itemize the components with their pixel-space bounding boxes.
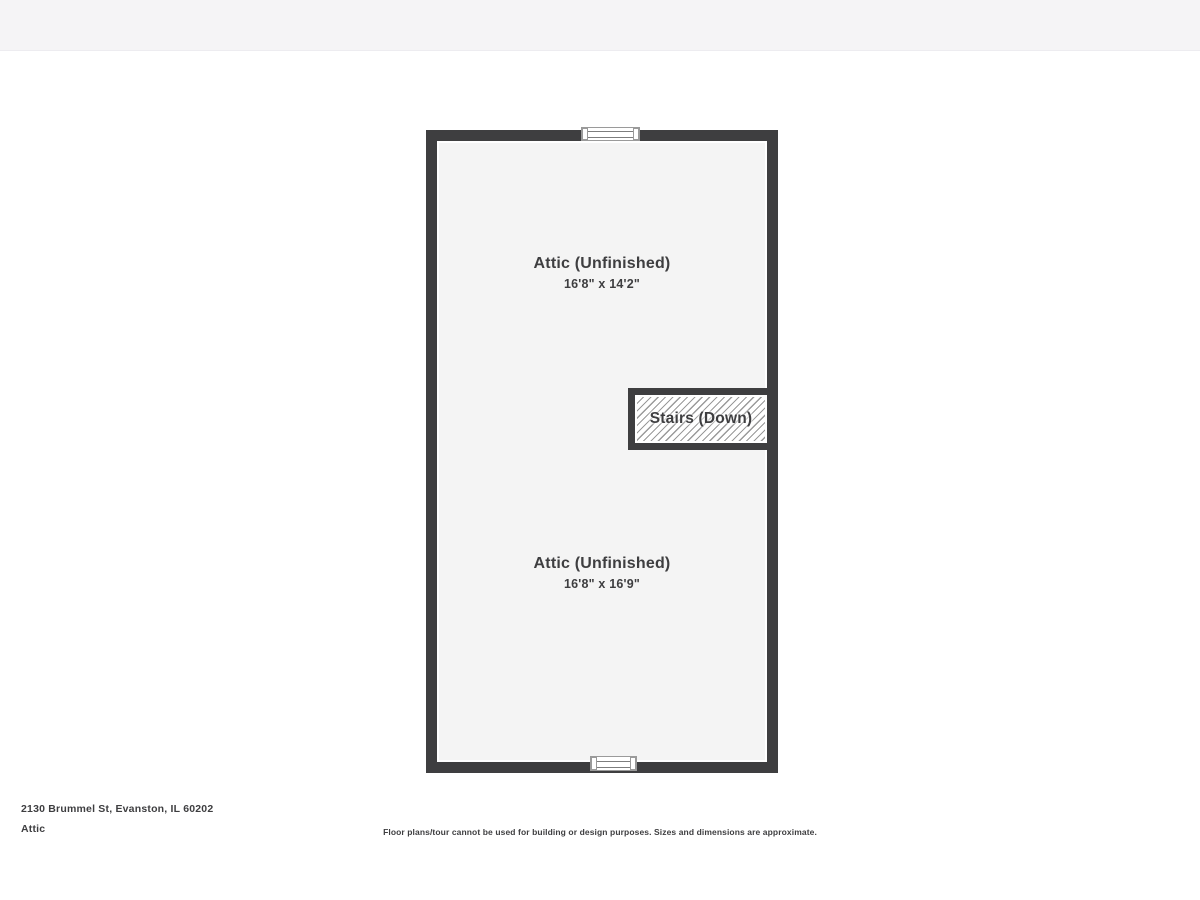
window-end-cap	[630, 757, 636, 770]
window-end-cap	[582, 128, 588, 140]
window-symbol-bottom-icon	[590, 756, 637, 771]
room-dimensions: 16'8" x 14'2"	[563, 277, 640, 291]
disclaimer-text: Floor plans/tour cannot be used for building or design purposes. Sizes and dimensions are approximate.	[383, 827, 817, 837]
room-dimensions: 16'8" x 16'9"	[563, 577, 640, 591]
floor-plan-walls	[426, 130, 778, 773]
room-name: Attic (Unfinished)	[533, 255, 671, 272]
room-label-attic-lower	[437, 554, 767, 592]
property-address: 2130 Brummel St, Evanston, IL 60202	[21, 803, 214, 815]
floor-name-label: Attic	[21, 823, 46, 835]
stairs-label: Stairs (Down)	[649, 410, 753, 427]
window-end-cap	[591, 757, 597, 770]
stairs-enclosure	[628, 388, 778, 450]
window-glass-line	[597, 761, 630, 768]
top-banner	[0, 0, 1200, 51]
stairs-hatch-area	[637, 397, 765, 441]
room-label-attic-upper	[437, 254, 767, 292]
floor-plan-interior	[437, 141, 767, 762]
room-name: Attic (Unfinished)	[533, 555, 671, 572]
window-glass-line	[588, 131, 633, 138]
window-end-cap	[633, 128, 639, 140]
window-symbol-top-icon	[581, 127, 640, 141]
